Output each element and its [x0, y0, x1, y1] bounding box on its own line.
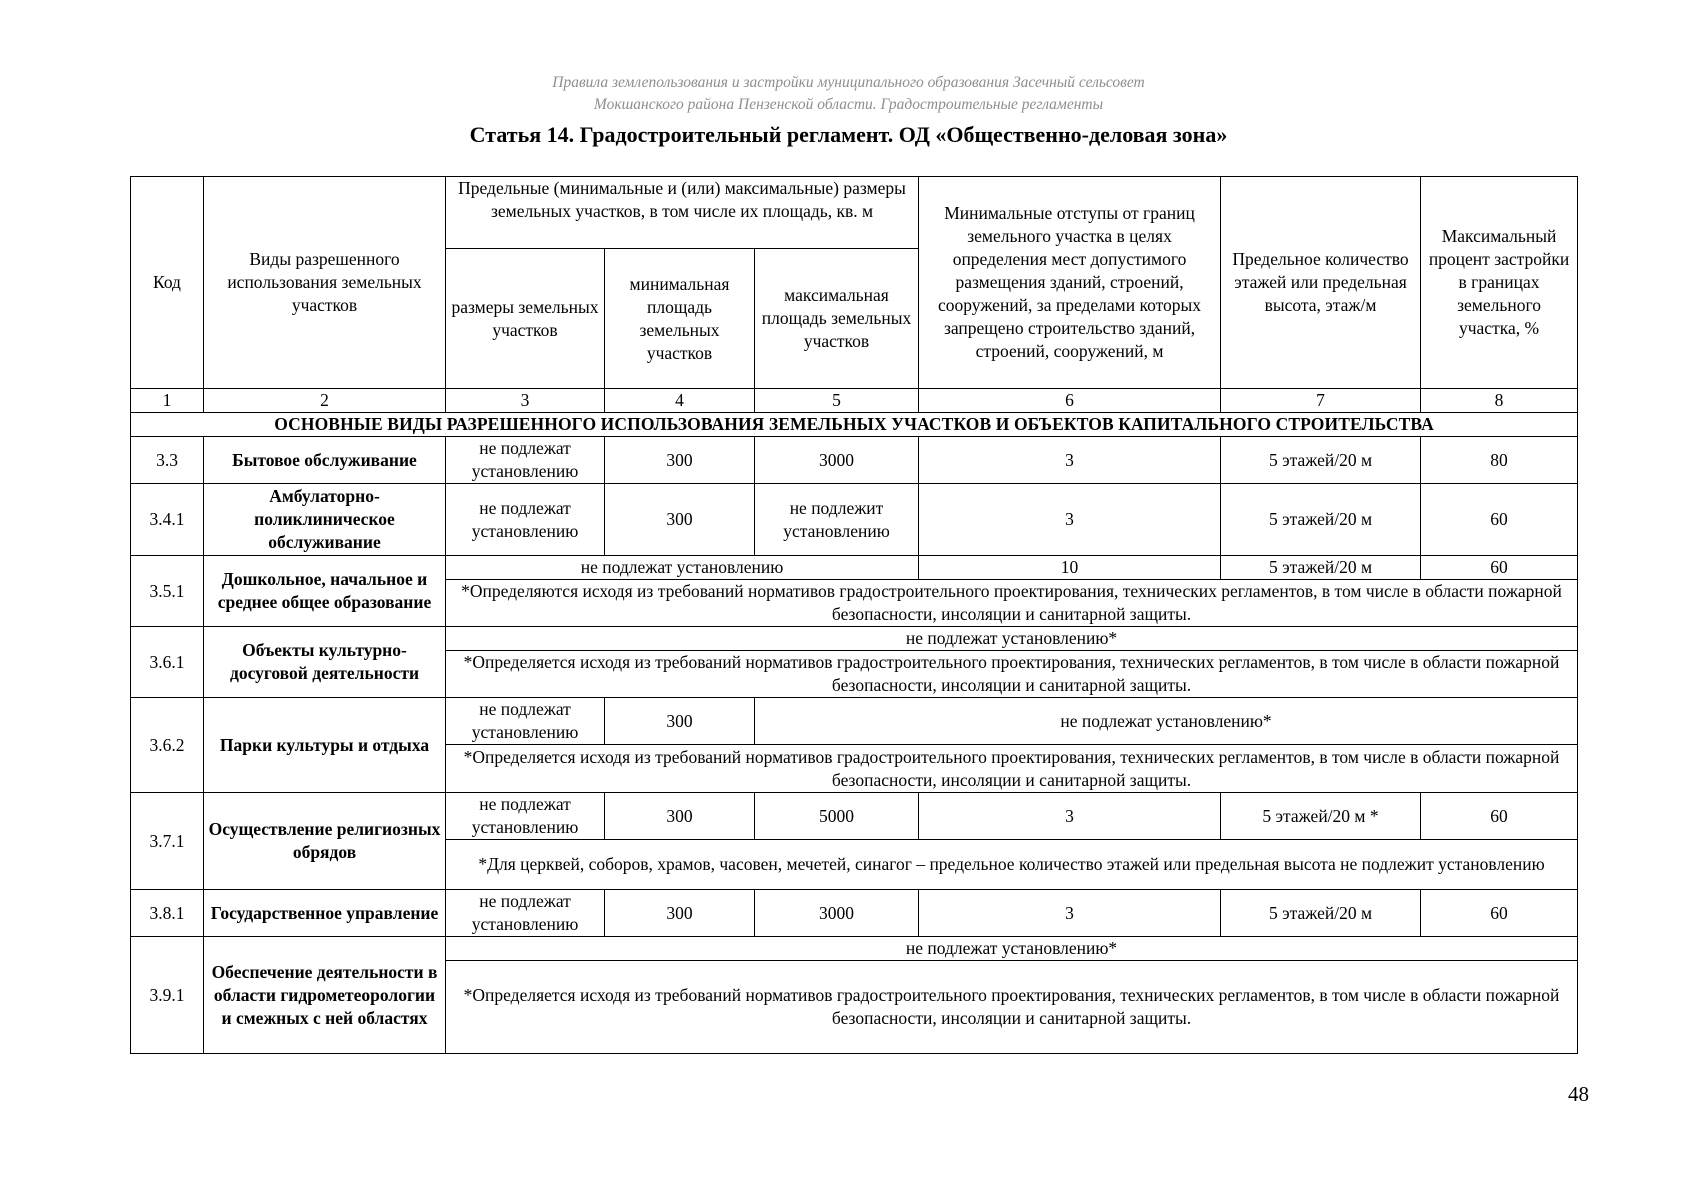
- header-sizes-group: Предельные (минимальные и (или) максимальные) размеры земельных участков, в том числе их площадь, кв. м: [446, 177, 919, 249]
- table-row: [131, 890, 1578, 937]
- row-coverage: 80: [1421, 437, 1578, 484]
- header-use-type: Виды разрешенного использования земельных участков: [204, 177, 446, 389]
- row-max-area: 3000: [755, 437, 919, 484]
- row-sizes: не подлежат установлению: [446, 793, 605, 840]
- column-number: 4: [605, 389, 755, 413]
- row-use-name: Объекты культурно-досуговой деятельности: [204, 627, 446, 698]
- section-title: ОСНОВНЫЕ ВИДЫ РАЗРЕШЕННОГО ИСПОЛЬЗОВАНИЯ ЗЕМЕЛЬНЫХ УЧАСТКОВ И ОБЪЕКТОВ КАПИТАЛЬНОГО СТРОИТЕЛЬСТВА: [131, 413, 1578, 437]
- header-floors: Предельное количество этажей или предельная высота, этаж/м: [1221, 177, 1421, 389]
- row-note: *Определяются исходя из требований нормативов градостроительного проектирования, технических регламентов, в том числе в области пожарной безопасности, инсоляции и санитарной защиты.: [446, 580, 1578, 627]
- running-header-line-2: Мокшанского района Пензенской области. Градостроительные регламенты: [593, 96, 1104, 113]
- header-min-area: минимальная площадь земельных участков: [605, 249, 755, 389]
- row-code: 3.6.1: [131, 627, 204, 698]
- column-number: 7: [1221, 389, 1421, 413]
- row-floors: 5 этажей/20 м: [1221, 484, 1421, 556]
- row-min-area: 300: [605, 698, 755, 745]
- table-row: [131, 698, 1578, 745]
- row-max-area: 5000: [755, 793, 919, 840]
- row-coverage: 60: [1421, 484, 1578, 556]
- header-max-area: максимальная площадь земельных участков: [755, 249, 919, 389]
- column-number: 6: [919, 389, 1221, 413]
- row-sizes: не подлежат установлению: [446, 437, 605, 484]
- row-use-name: Бытовое обслуживание: [204, 437, 446, 484]
- table-row: [131, 793, 1578, 840]
- row-sizes-merged: не подлежат установлению: [446, 556, 919, 580]
- row-max-area: 3000: [755, 890, 919, 937]
- row-min-area: 300: [605, 437, 755, 484]
- section-row: [131, 413, 1578, 437]
- row-sizes: не подлежат установлению: [446, 890, 605, 937]
- row-note: *Определяется исходя из требований нормативов градостроительного проектирования, технических регламентов, в том числе в области пожарной безопасности, инсоляции и санитарной защиты.: [446, 745, 1578, 793]
- row-setback: 3: [919, 890, 1221, 937]
- table-row: [131, 937, 1578, 961]
- table-row: [131, 484, 1578, 556]
- row-values-merged: не подлежат установлению*: [446, 627, 1578, 651]
- row-floors: 5 этажей/20 м: [1221, 890, 1421, 937]
- column-number: 2: [204, 389, 446, 413]
- row-note: *Определяется исходя из требований нормативов градостроительного проектирования, технических регламентов, в том числе в области пожарной безопасности, инсоляции и санитарной защиты.: [446, 651, 1578, 698]
- column-number: 5: [755, 389, 919, 413]
- row-code: 3.9.1: [131, 937, 204, 1054]
- row-setback: 3: [919, 437, 1221, 484]
- row-code: 3.8.1: [131, 890, 204, 937]
- row-values-merged: не подлежат установлению*: [446, 937, 1578, 961]
- row-note: *Для церквей, соборов, храмов, часовен, мечетей, синагог – предельное количество этажей или предельная высота не подлежит установлению: [446, 840, 1578, 890]
- row-min-area: 300: [605, 793, 755, 840]
- row-code: 3.5.1: [131, 556, 204, 627]
- page-number: 48: [1568, 1082, 1589, 1106]
- running-header-line-1: Правила землепользования и застройки муниципального образования Засечный сельсовет: [552, 74, 1145, 91]
- row-coverage: 60: [1421, 556, 1578, 580]
- row-floors: 5 этажей/20 м: [1221, 556, 1421, 580]
- row-code: 3.7.1: [131, 793, 204, 890]
- row-coverage: 60: [1421, 793, 1578, 840]
- column-number: 3: [446, 389, 605, 413]
- header-sizes: размеры земельных участков: [446, 249, 605, 389]
- row-use-name: Амбулаторно-поликлиническое обслуживание: [204, 484, 446, 556]
- column-number: 8: [1421, 389, 1578, 413]
- row-note: *Определяется исходя из требований нормативов градостроительного проектирования, технических регламентов, в том числе в области пожарной безопасности, инсоляции и санитарной защиты.: [446, 961, 1578, 1054]
- row-code: 3.4.1: [131, 484, 204, 556]
- column-number: 1: [131, 389, 204, 413]
- table-row: [131, 556, 1578, 580]
- row-setback: 10: [919, 556, 1221, 580]
- row-use-name: Дошкольное, начальное и среднее общее образование: [204, 556, 446, 627]
- row-coverage: 60: [1421, 890, 1578, 937]
- row-sizes: не подлежат установлению: [446, 484, 605, 556]
- row-use-name: Парки культуры и отдыха: [204, 698, 446, 793]
- regulation-table: [130, 176, 1578, 1054]
- row-setback: 3: [919, 484, 1221, 556]
- header-setbacks: Минимальные отступы от границ земельного участка в целях определения мест допустимого размещения зданий, строений, сооружений, за пределами которых запрещено строительство зданий, строений, сооружений, м: [919, 177, 1221, 389]
- row-min-area: 300: [605, 484, 755, 556]
- row-use-name: Обеспечение деятельности в области гидрометеорологии и смежных с ней областях: [204, 937, 446, 1054]
- row-values-merged: не подлежат установлению*: [755, 698, 1578, 745]
- header-coverage: Максимальный процент застройки в границах земельного участка, %: [1421, 177, 1578, 389]
- running-header: [0, 72, 1697, 116]
- row-sizes: не подлежат установлению: [446, 698, 605, 745]
- row-code: 3.6.2: [131, 698, 204, 793]
- row-floors: 5 этажей/20 м *: [1221, 793, 1421, 840]
- row-code: 3.3: [131, 437, 204, 484]
- row-use-name: Государственное управление: [204, 890, 446, 937]
- header-code: Код: [131, 177, 204, 389]
- table-row: [131, 627, 1578, 651]
- page-title: Статья 14. Градостроительный регламент. ОД «Общественно-деловая зона»: [469, 122, 1228, 147]
- row-use-name: Осуществление религиозных обрядов: [204, 793, 446, 890]
- row-setback: 3: [919, 793, 1221, 840]
- header-row-1: [131, 177, 1578, 249]
- row-min-area: 300: [605, 890, 755, 937]
- row-floors: 5 этажей/20 м: [1221, 437, 1421, 484]
- row-max-area: не подлежит установлению: [755, 484, 919, 556]
- table-row: [131, 437, 1578, 484]
- column-number-row: [131, 389, 1578, 413]
